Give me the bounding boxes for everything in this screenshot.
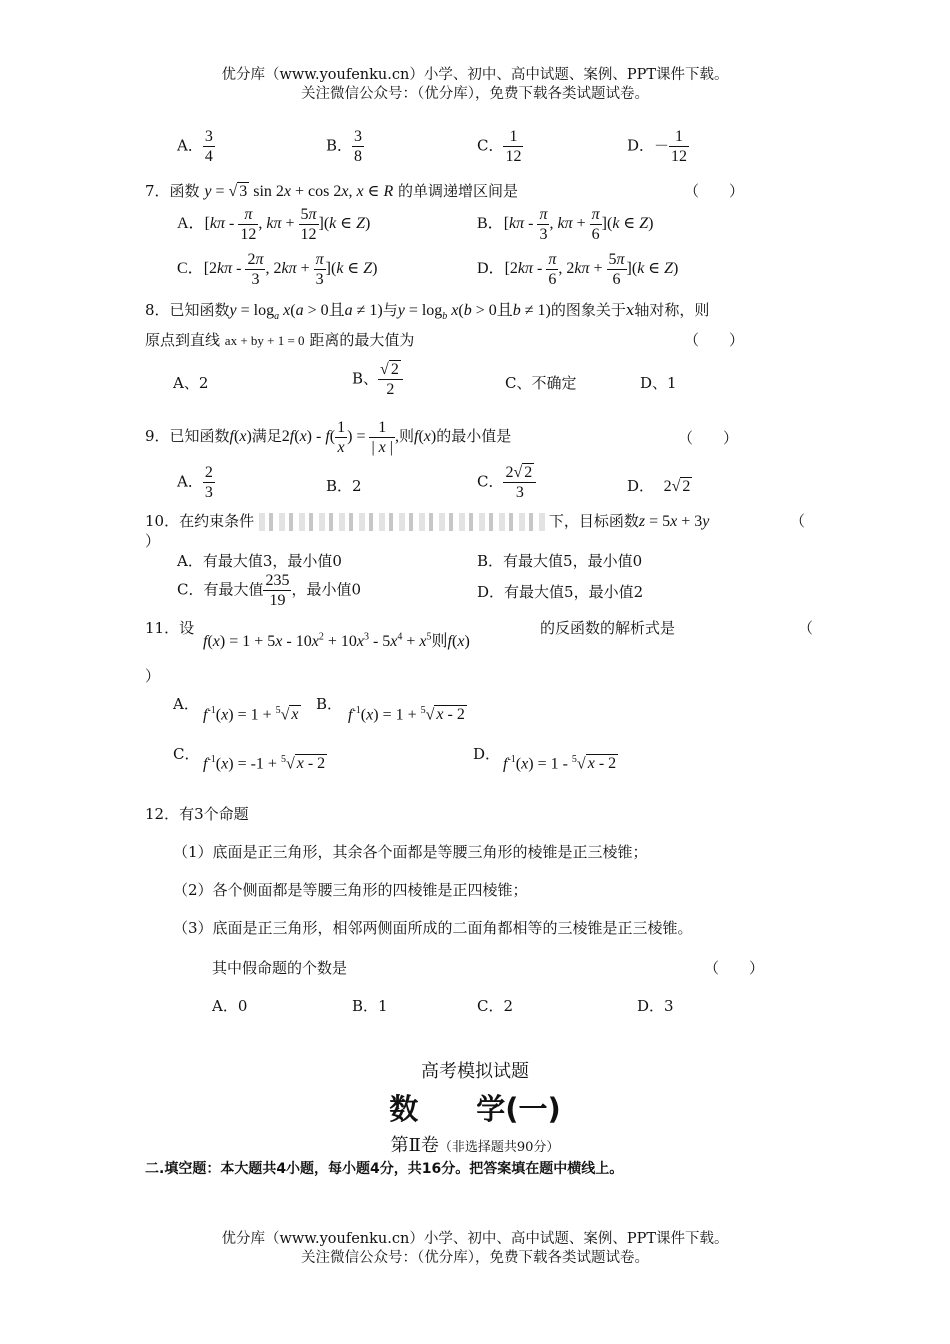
q6-option-b: B． $\frac{3}{8}$: [326, 128, 363, 165]
q12-ask: 其中假命题的个数是: [212, 959, 348, 977]
q9-option-d: D． 2√ 2: [627, 477, 691, 495]
q10-stem: 10．在约束条件 下，目标函数z = 5x + 3y: [145, 512, 710, 530]
q12-bracket: （ ）: [704, 959, 765, 977]
subject-title: 数 学(一): [389, 1092, 561, 1126]
q12-option-a: A．0: [212, 997, 248, 1015]
q9-option-a: A． $\frac{2}{3}$: [177, 464, 213, 501]
q6-option-d: D．－ $\frac{1}{12}$: [627, 128, 688, 165]
q8-option-c: C、不确定: [505, 374, 577, 392]
q8-stem-line1: 8．已知函数$y = \log_a x(a > 0$且a ≠ 1)与$y = \log_b x(b > 0$且b ≠ 1)的图象关于x轴对称，则: [145, 301, 710, 323]
section-instruction: 二.填空题：本大题共4小题，每小题4分，共16分。把答案填在题中横线上。: [145, 1161, 624, 1177]
q11-bracket-close: ）: [145, 667, 161, 685]
q11-option-a: $f^{-1}(x) = 1 + ^5√$ x: [203, 705, 299, 724]
q12-proposition-3: （3）底面是正三角形，相邻两侧面所成的二面角都相等的三棱锥是正三棱锥。: [173, 919, 693, 937]
q12-proposition-2: （2）各个侧面都是等腰三角形的四棱锥是正四棱锥；: [173, 881, 528, 899]
header-line-1: 优分库（www.youfenku.cn）小学、初中、高中试题、案例、PPT课件下载。: [221, 67, 729, 83]
q8-bracket: （ ）: [684, 331, 745, 349]
q7-option-a: A．[kπ - $\frac{\pi}{12}$ , kπ + $\frac{5\pi}{12}$ ](k ∈ Z): [177, 206, 371, 243]
footer-line-1: 优分库（www.youfenku.cn）小学、初中、高中试题、案例、PPT课件下载。: [221, 1231, 729, 1247]
q7-bracket: （ ）: [684, 182, 745, 200]
q9-bracket: （ ）: [678, 429, 739, 447]
q10-option-a: A．有最大值3，最小值0: [177, 552, 342, 570]
q11-option-c-label: C．: [173, 745, 200, 763]
q7-stem: 7．函数 y = √ 3 sin 2x + cos 2x, x ∈ R 的单调递增区间是: [145, 182, 519, 200]
q11-option-c: $f^{-1}(x) = -1 + ^5√$ x - 2: [203, 754, 326, 773]
q12-option-b: B．1: [352, 997, 388, 1015]
q11-bracket-open: （: [798, 619, 814, 637]
header-line-2: 关注微信公众号：（优分库），免费下载各类试题试卷。: [301, 86, 649, 102]
q11-option-d-label: D．: [473, 745, 501, 763]
footer-line-2: 关注微信公众号：（优分库），免费下载各类试题试卷。: [301, 1250, 649, 1266]
q10-bracket-close: ）: [145, 532, 161, 550]
q10-option-b: B．有最大值5，最小值0: [477, 552, 643, 570]
q11-stem: 11．设: [145, 619, 195, 637]
q8-option-a: A、2: [173, 374, 209, 392]
q11-function: $f(x) = 1 + 5x - 10x^2 + 10x^3 - 5x^4 + x^5$则f(x): [203, 631, 470, 650]
q10-option-d: D．有最大值5，最小值2: [477, 583, 644, 601]
q11-option-b-label: B．: [316, 695, 343, 713]
q10-option-c: C．有最大值 $\frac{235}{19}$ ，最小值0: [177, 572, 362, 609]
q11-option-b: $f^{-1}(x) = 1 + ^5√$ x - 2: [348, 705, 465, 724]
q8-stem-line2: 原点到直线 ax + by + 1 = 0 距离的最大值为: [145, 331, 415, 349]
q7-option-b: B．[kπ - $\frac{\pi}{3}$ , kπ + $\frac{\pi}{6}$ ](k ∈ Z): [477, 206, 654, 243]
part-title: 第Ⅱ卷（非选择题共90分）: [390, 1135, 560, 1156]
q9-stem: 9．已知函数f(x)满足2f(x) - f( $\frac{1}{x}$ ) = $\frac{1}{| x |}$ ,则f(x)的最小值是: [145, 419, 512, 456]
q6-option-c: C． $\frac{1}{12}$: [477, 128, 522, 165]
q12-stem: 12．有3个命题: [145, 805, 249, 823]
q12-proposition-1: （1）底面是正三角形，其余各个面都是等腰三角形的棱锥是正三棱锥；: [173, 843, 648, 861]
q8-option-b: B、 $\frac{√ 2}{2}$: [352, 360, 403, 399]
q11-option-a-label: A．: [173, 695, 199, 713]
q12-option-d: D．3: [637, 997, 674, 1015]
q7-option-c: C．[2kπ - $\frac{2\pi}{3}$ , 2kπ + $\frac{\pi}{3}$ ](k ∈ Z): [177, 251, 378, 288]
q11-option-d: $f^{-1}(x) = 1 - ^5√$ x - 2: [503, 754, 617, 773]
q10-bracket-open: （: [790, 512, 806, 530]
q8-option-d: D、1: [640, 374, 677, 392]
exam-title: 高考模拟试题: [421, 1061, 529, 1082]
constraint-image-placeholder: [259, 513, 549, 531]
q9-option-b: B．2: [326, 477, 362, 495]
q9-option-c: C． $\frac{2√ 2}{3}$: [477, 463, 536, 502]
q12-option-c: C．2: [477, 997, 514, 1015]
q11-suffix: 的反函数的解析式是: [540, 619, 676, 637]
q7-option-d: D．[2kπ - $\frac{\pi}{6}$ , 2kπ + $\frac{5\pi}{6}$ ](k ∈ Z): [477, 251, 679, 288]
q6-option-a: A． $\frac{3}{4}$: [177, 128, 213, 165]
